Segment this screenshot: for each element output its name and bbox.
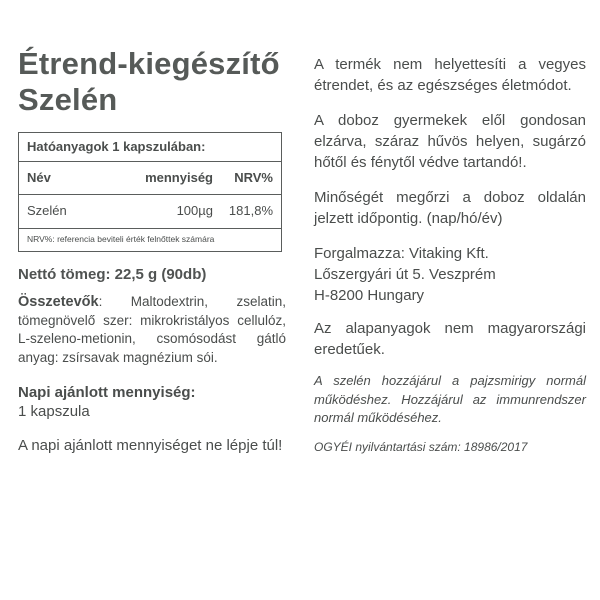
col-header-amount: mennyiség	[145, 170, 213, 185]
row-name: Szelén	[27, 203, 67, 218]
nutrition-table	[18, 132, 282, 252]
diet-notice: A termék nem helyettesíti a vegyes étrendet, és az egészséges életmódot.	[314, 56, 586, 94]
col-header-nrv: NRV%	[234, 170, 273, 185]
registration-number: OGYÉI nyilvántartási szám: 18986/2017	[314, 439, 528, 454]
row-amount: 100µg	[176, 203, 213, 218]
distributor	[314, 243, 586, 306]
dosage-warning: A napi ajánlott mennyiséget ne lépje túl!	[18, 437, 283, 454]
product-title	[18, 46, 286, 118]
ingredients	[18, 293, 286, 367]
row-nrv: 181,8%	[228, 203, 273, 218]
ingredients-label: Összetevők	[18, 294, 99, 310]
distributor-line3: H-8200 Hungary	[314, 287, 425, 304]
product-title-line2: Szelén	[18, 82, 118, 117]
ingredients-text: : Maltodextrin, zselatin, tömegnövelő szer: mikrokristályos cellulóz, L-szeleno-metionin, csomósodást gátló anyag: zsírsavak magnézium sói.	[18, 294, 286, 365]
storage-notice: A doboz gyermekek elől gondosan elzárva, száraz hűvös helyen, sugárzó hőtől és fénytől védve tartandó!.	[314, 112, 586, 171]
distributor-line1: Forgalmazza: Vitaking Kft.	[314, 245, 489, 262]
left-column	[18, 46, 286, 456]
net-weight: Nettó tömeg: 22,5 g (90db)	[18, 266, 207, 283]
col-header-name: Név	[27, 170, 51, 185]
dosage-title: Napi ajánlott mennyiség:	[18, 384, 196, 401]
right-column	[314, 54, 586, 454]
nutrition-header-row	[19, 162, 281, 195]
best-before-notice: Minőségét megőrzi a doboz oldalán jelzett időpontig. (nap/hó/év)	[314, 189, 586, 227]
origin-notice: Az alapanyagok nem magyarországi eredetűek.	[314, 320, 586, 358]
health-claim: A szelén hozzájárul a pajzsmirigy normál működéshez. Hozzájárul az immunrendszer normál működéséhez.	[314, 373, 586, 425]
distributor-line2: Lőszergyári út 5. Veszprém	[314, 266, 496, 283]
nrv-note: NRV%: referencia beviteli érték felnőttek számára	[27, 234, 215, 244]
product-title-line1: Étrend-kiegészítő	[18, 46, 280, 81]
nutrition-heading: Hatóanyagok 1 kapszulában:	[19, 133, 281, 162]
table-row	[19, 195, 281, 229]
dosage-value: 1 kapszula	[18, 403, 90, 420]
